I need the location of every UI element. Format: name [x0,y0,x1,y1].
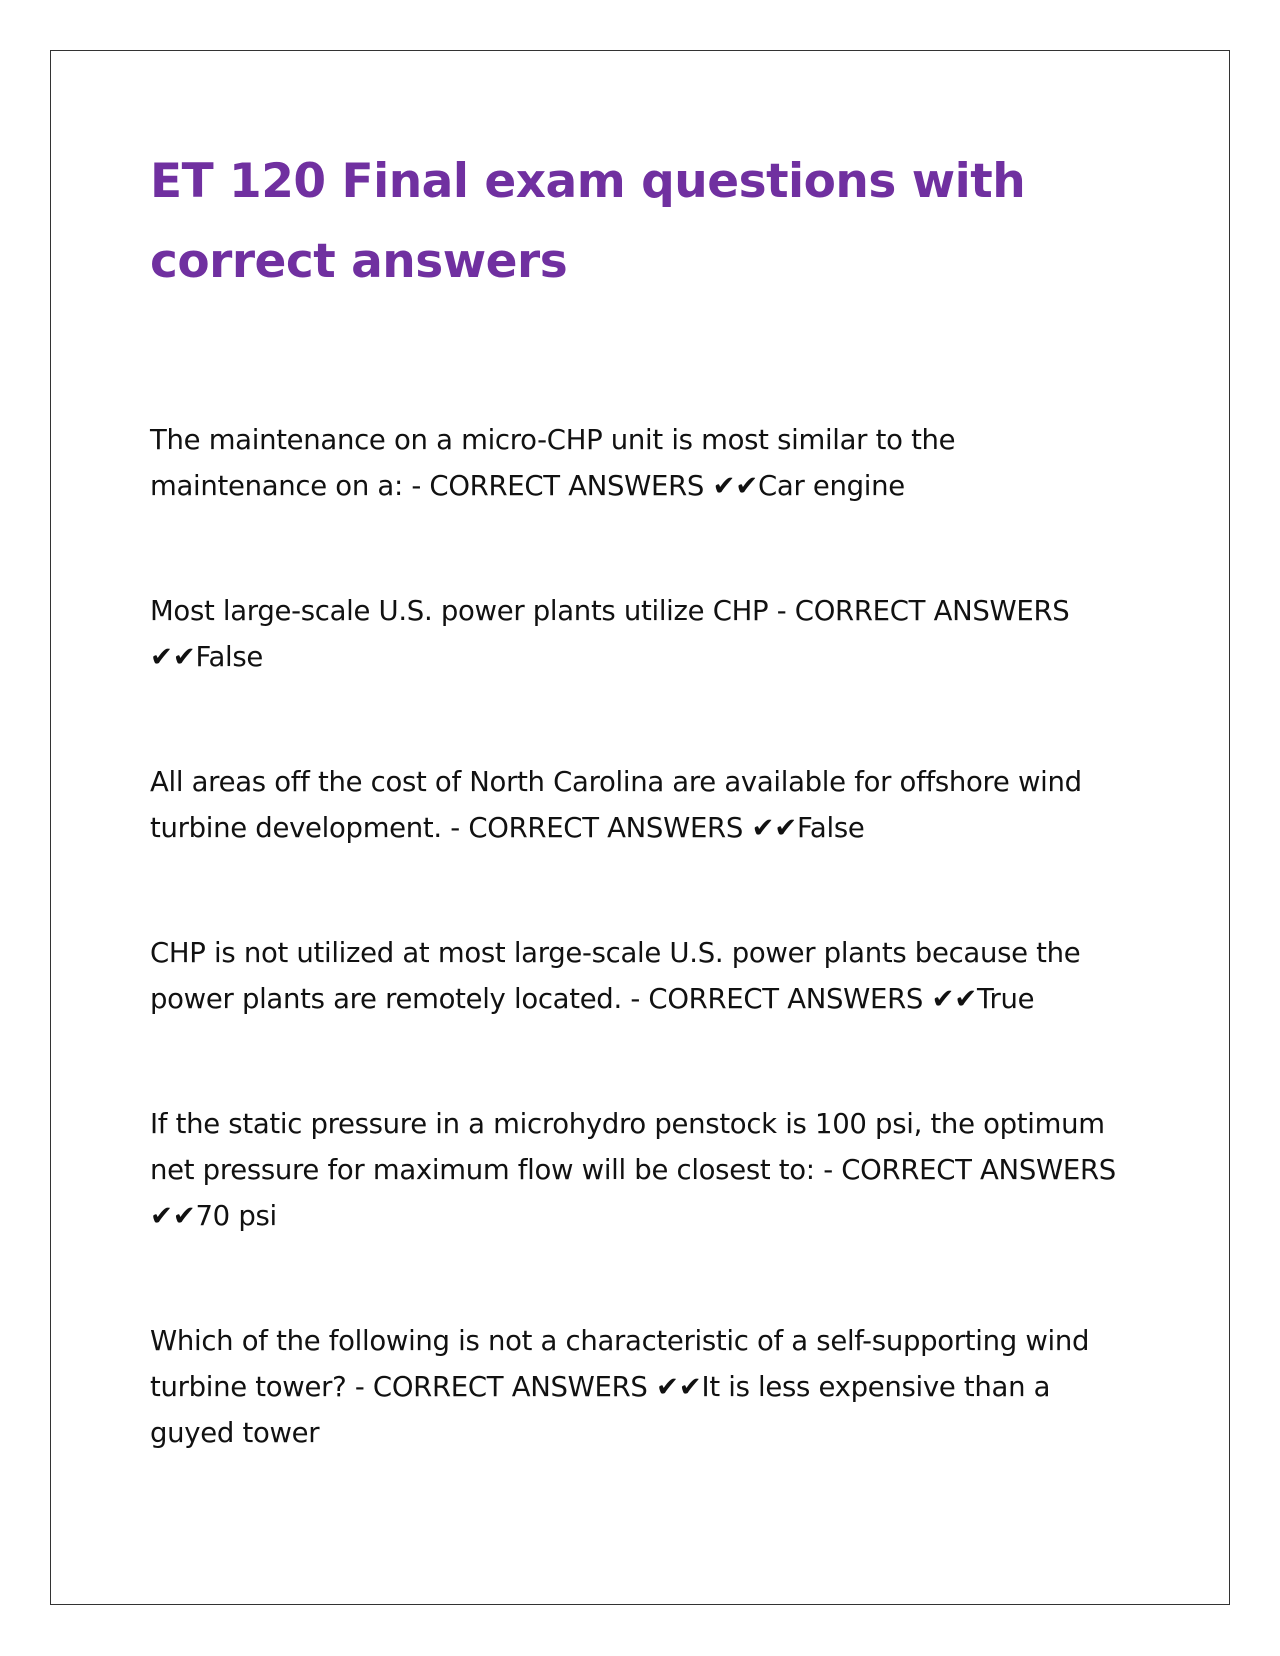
qa-item [150,759,1130,851]
question-text: All areas off the cost of North Carolina are available for offshore wind turbine development. - CORRECT ANSWERS [150,766,1082,844]
answer-text: Car engine [758,470,905,502]
question-text: If the static pressure in a microhydro penstock is 100 psi, the optimum net pressure for maximum flow will be closest to: - CORRECT ANSWERS [150,1108,1116,1186]
answer-text: It is less expensive than a guyed tower [150,1371,1051,1449]
question-text: Which of the following is not a characteristic of a self-supporting wind turbine tower? - CORRECT ANSWERS [150,1325,1090,1403]
checkmark-icon: ✔✔ [150,1200,196,1232]
checkmark-icon: ✔✔ [712,470,758,502]
checkmark-icon: ✔✔ [150,641,196,673]
qa-item [150,588,1130,680]
answer-text: False [195,641,264,673]
document-title: ET 120 Final exam questions with correct answers [150,154,1026,289]
answer-text: 70 psi [195,1200,277,1232]
checkmark-icon: ✔✔ [751,812,797,844]
question-text: The maintenance on a micro-CHP unit is most similar to the maintenance on a: - CORRECT ANSWERS [150,424,956,502]
question-text: CHP is not utilized at most large-scale U.S. power plants because the power plants are remotely located. - CORRECT ANSWERS [150,937,1081,1015]
answer-text: False [796,812,865,844]
answer-text: True [977,983,1035,1015]
question-text: Most large-scale U.S. power plants utilize CHP - CORRECT ANSWERS [150,595,1070,627]
qa-item [150,1101,1130,1239]
checkmark-icon: ✔✔ [931,983,977,1015]
qa-item [150,930,1130,1022]
qa-item [150,1318,1130,1456]
qa-item [150,417,1130,509]
checkmark-icon: ✔✔ [656,1371,702,1403]
